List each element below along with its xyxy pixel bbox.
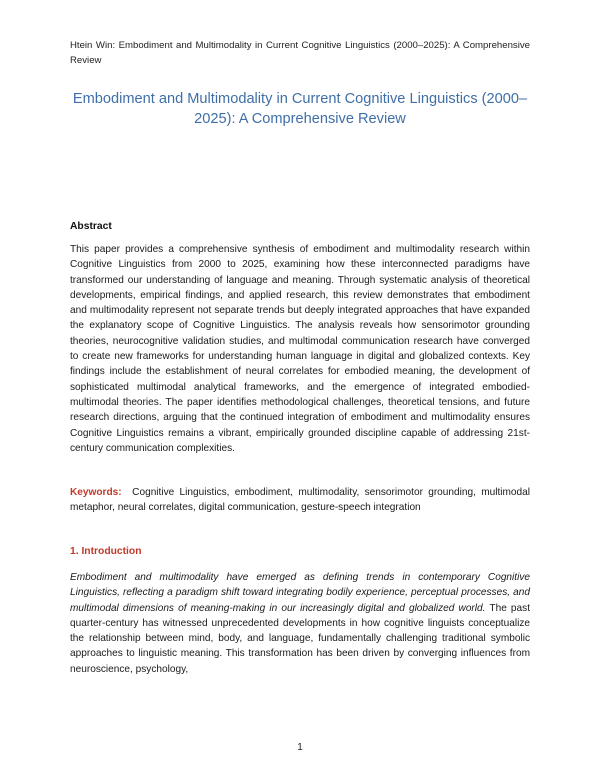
introduction-heading: 1. Introduction [70,546,142,557]
introduction-italic-lead: Embodiment and multimodality have emerged as defining trends in contemporary Cognitive Linguistics, reflecting a paradigm shift toward integrating bodily experience, perceptual processes, and multimodal dimensions of meaning-making in our increasingly digital and globalized world. [70,572,530,614]
abstract-heading: Abstract [70,221,112,232]
introduction-body [70,570,530,677]
abstract-body: This paper provides a comprehensive synthesis of embodiment and multimodality research within Cognitive Linguistics from 2000 to 2025, examining how these interconnected paradigms have transformed our understanding of language and meaning. Through systematic analysis of theoretical developments, empirical findings, and applied research, this review demonstrates that embodiment and multimodality represent not separate trends but deeply integrated approaches that have expanded the explanatory scope of Cognitive Linguistics. The analysis reveals how sensorimotor grounding theories, neurocognitive validation studies, and multimodal communication research have converged to create new frameworks for understanding human language in digital and globalized contexts. Key findings include the establishment of neural correlates for embodied meaning, the development of sophisticated multimodal analytical frameworks, and the emergence of integrated embodied-multimodal theories. The paper identifies methodological challenges, theoretical tensions, and future research directions, arguing that the continued integration of embodiment and multimodality ensures Cognitive Linguistics remains a vibrant, empirically grounded discipline capable of addressing 21st-century communication complexities. [70,244,530,454]
running-header: Htein Win: Embodiment and Multimodality in Current Cognitive Linguistics (2000–2025): A Comprehensive Review [70,40,530,66]
keywords-paragraph [70,485,530,516]
keywords-list: Cognitive Linguistics, embodiment, multimodality, sensorimotor grounding, multimodal metaphor, neural correlates, digital communication, gesture-speech integration [70,487,530,514]
paper-title: Embodiment and Multimodality in Current Cognitive Linguistics (2000–2025): A Comprehensive Review [72,91,528,127]
keywords-label: Keywords: [70,487,122,498]
page-number: 1 [297,742,303,753]
introduction-text: The past quarter-century has witnessed unprecedented developments in how cognitive linguists conceptualize the relationship between mind, body, and language, fundamentally challenging traditional symbolic approaches to linguistic meaning. This transformation has been driven by converging influences from neuroscience, psychology, [70,602,531,675]
